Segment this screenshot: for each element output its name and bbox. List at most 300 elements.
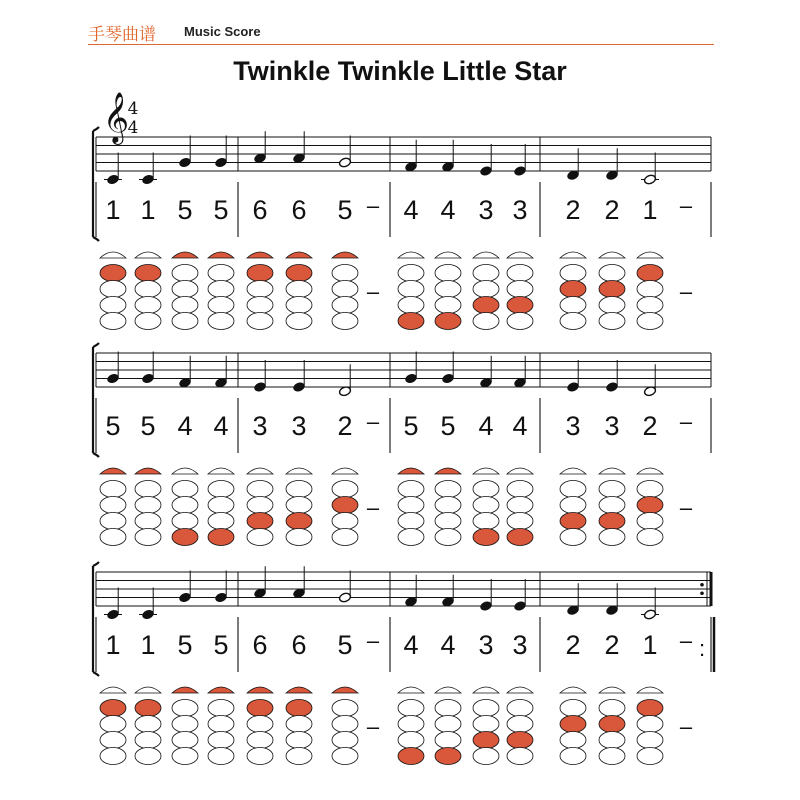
fingering-half-hole — [435, 252, 461, 258]
fingering-hole — [398, 497, 424, 514]
fingering-chart — [398, 687, 424, 765]
fingering-hole — [286, 281, 312, 298]
fingering-hole — [135, 716, 161, 733]
number-note: 3 — [291, 411, 307, 441]
fingering-hole — [100, 297, 126, 314]
fingering-half-hole — [286, 252, 312, 258]
fingering-half-hole — [208, 252, 234, 258]
fingering-hole — [637, 748, 663, 765]
fingering-hole — [473, 748, 499, 765]
fingering-chart — [473, 687, 499, 765]
fingering-half-hole — [332, 252, 358, 258]
fingering-hole — [172, 700, 198, 717]
fingering-hole — [560, 748, 586, 765]
note-head — [292, 381, 305, 392]
fingering-hole — [507, 513, 533, 530]
fingering-half-hole — [507, 687, 533, 693]
fingering-chart — [398, 468, 424, 546]
fingering-chart — [332, 468, 358, 546]
fingering-hole — [507, 700, 533, 717]
number-note: 1 — [140, 195, 156, 225]
fingering-hole — [560, 513, 586, 530]
fingering-hole — [473, 281, 499, 298]
number-note: 4 — [177, 411, 193, 441]
fingering-half-hole — [208, 468, 234, 474]
fingering-half-hole — [507, 468, 533, 474]
fingering-hole — [100, 313, 126, 330]
fingering-hole — [135, 265, 161, 282]
fingering-chart — [560, 468, 586, 546]
fingering-half-hole — [247, 252, 273, 258]
fingering-half-hole — [247, 468, 273, 474]
sustain-dash: – — [366, 628, 380, 653]
fingering-chart — [208, 468, 234, 546]
fingering-hole — [247, 700, 273, 717]
fingering-hole — [560, 481, 586, 498]
fingering-hole — [435, 497, 461, 514]
fingering-half-hole — [332, 468, 358, 474]
fingering-chart — [332, 252, 358, 330]
number-note: 1 — [105, 630, 121, 660]
fingering-hole — [398, 481, 424, 498]
fingering-half-hole — [135, 468, 161, 474]
fingering-hole — [286, 700, 312, 717]
fingering-chart — [435, 687, 461, 765]
fingering-hole — [398, 529, 424, 546]
fingering-hole — [208, 481, 234, 498]
note-head — [338, 592, 351, 603]
fingering-chart — [286, 687, 312, 765]
number-note: 4 — [440, 195, 456, 225]
fingering-half-hole — [398, 252, 424, 258]
fingering-hole — [473, 297, 499, 314]
fingering-half-hole — [100, 252, 126, 258]
number-note: 5 — [403, 411, 419, 441]
fingering-hole — [599, 313, 625, 330]
fingering-chart — [247, 468, 273, 546]
score-system-2 — [93, 343, 711, 546]
number-note: 5 — [177, 630, 193, 660]
fingering-hole — [100, 529, 126, 546]
fingering-hole — [100, 732, 126, 749]
fingering-hole — [286, 716, 312, 733]
fingering-hole — [473, 265, 499, 282]
fingering-hole — [599, 716, 625, 733]
fingering-chart — [208, 687, 234, 765]
fingering-hole — [172, 497, 198, 514]
fingering-hole — [332, 497, 358, 514]
sustain-dash: – — [679, 628, 693, 653]
fingering-hole — [473, 313, 499, 330]
note-head — [643, 174, 656, 185]
fingering-hole — [100, 716, 126, 733]
fingering-hole — [637, 700, 663, 717]
note-head — [106, 373, 119, 384]
fingering-chart — [247, 252, 273, 330]
note-head — [513, 600, 526, 611]
fingering-hole — [286, 748, 312, 765]
repeat-dot — [700, 591, 704, 595]
fingering-hole — [560, 297, 586, 314]
number-note: 5 — [105, 411, 121, 441]
fingering-hole — [135, 297, 161, 314]
fingering-half-hole — [286, 687, 312, 693]
fingering-chart — [172, 468, 198, 546]
fingering-hole — [473, 700, 499, 717]
fingering-dash: – — [366, 279, 380, 304]
note-head — [106, 174, 119, 185]
fingering-hole — [172, 529, 198, 546]
number-note: 4 — [478, 411, 494, 441]
note-head — [479, 165, 492, 176]
fingering-dash: – — [679, 495, 693, 520]
fingering-hole — [135, 513, 161, 530]
header-chinese-title: 手琴曲谱 — [88, 25, 156, 45]
fingering-hole — [332, 716, 358, 733]
treble-clef-icon: 𝄞 — [103, 92, 130, 143]
number-note: 6 — [252, 195, 268, 225]
fingering-hole — [507, 497, 533, 514]
fingering-hole — [286, 513, 312, 530]
fingering-hole — [332, 297, 358, 314]
fingering-hole — [507, 313, 533, 330]
fingering-hole — [435, 700, 461, 717]
number-note: 3 — [478, 630, 494, 660]
fingering-hole — [398, 732, 424, 749]
fingering-half-hole — [507, 252, 533, 258]
note-head — [513, 165, 526, 176]
header-english-title: Music Score — [184, 24, 261, 39]
number-note: 6 — [252, 630, 268, 660]
number-note: 4 — [440, 630, 456, 660]
fingering-hole — [599, 732, 625, 749]
number-note: 5 — [337, 630, 353, 660]
sustain-dash: – — [679, 193, 693, 218]
fingering-chart — [247, 687, 273, 765]
fingering-hole — [172, 265, 198, 282]
fingering-hole — [286, 265, 312, 282]
fingering-chart — [473, 468, 499, 546]
fingering-hole — [208, 748, 234, 765]
number-note: 4 — [512, 411, 528, 441]
fingering-hole — [332, 732, 358, 749]
fingering-half-hole — [100, 468, 126, 474]
fingering-hole — [332, 313, 358, 330]
fingering-chart — [637, 252, 663, 330]
fingering-hole — [172, 748, 198, 765]
fingering-half-hole — [332, 687, 358, 693]
fingering-hole — [599, 700, 625, 717]
fingering-hole — [637, 265, 663, 282]
fingering-hole — [435, 748, 461, 765]
score-system-3 — [93, 562, 714, 765]
number-note: 3 — [565, 411, 581, 441]
fingering-hole — [208, 313, 234, 330]
fingering-chart — [599, 687, 625, 765]
fingering-hole — [100, 700, 126, 717]
fingering-hole — [247, 748, 273, 765]
fingering-hole — [599, 481, 625, 498]
fingering-hole — [208, 513, 234, 530]
fingering-hole — [135, 497, 161, 514]
number-note: 4 — [403, 630, 419, 660]
fingering-hole — [599, 497, 625, 514]
fingering-hole — [473, 481, 499, 498]
fingering-hole — [332, 281, 358, 298]
note-head — [141, 373, 154, 384]
sustain-dash: – — [366, 409, 380, 434]
number-note: 5 — [140, 411, 156, 441]
fingering-hole — [435, 513, 461, 530]
number-note: 2 — [565, 195, 581, 225]
number-note: 6 — [291, 630, 307, 660]
fingering-chart — [637, 687, 663, 765]
note-head — [141, 174, 154, 185]
number-note: 1 — [642, 630, 658, 660]
fingering-hole — [172, 313, 198, 330]
fingering-hole — [135, 748, 161, 765]
note-head — [178, 592, 191, 603]
fingering-hole — [172, 732, 198, 749]
number-note: 2 — [604, 195, 620, 225]
fingering-half-hole — [135, 687, 161, 693]
fingering-half-hole — [473, 252, 499, 258]
fingering-half-hole — [560, 687, 586, 693]
number-note: 2 — [337, 411, 353, 441]
fingering-hole — [560, 497, 586, 514]
fingering-hole — [208, 716, 234, 733]
fingering-hole — [560, 529, 586, 546]
fingering-chart — [599, 468, 625, 546]
number-note: 2 — [604, 630, 620, 660]
time-signature-top: 4 — [127, 99, 139, 119]
fingering-half-hole — [473, 687, 499, 693]
fingering-half-hole — [560, 468, 586, 474]
fingering-hole — [398, 265, 424, 282]
number-note: 2 — [565, 630, 581, 660]
fingering-hole — [247, 481, 273, 498]
fingering-hole — [507, 281, 533, 298]
fingering-chart — [332, 687, 358, 765]
note-head — [479, 600, 492, 611]
fingering-half-hole — [599, 252, 625, 258]
fingering-chart — [507, 252, 533, 330]
fingering-hole — [247, 497, 273, 514]
fingering-chart — [100, 252, 126, 330]
number-note: 4 — [403, 195, 419, 225]
fingering-hole — [286, 732, 312, 749]
fingering-half-hole — [398, 687, 424, 693]
fingering-half-hole — [637, 687, 663, 693]
fingering-hole — [100, 748, 126, 765]
fingering-chart — [435, 468, 461, 546]
fingering-hole — [507, 481, 533, 498]
fingering-hole — [473, 497, 499, 514]
fingering-hole — [435, 313, 461, 330]
fingering-hole — [473, 513, 499, 530]
fingering-hole — [398, 748, 424, 765]
fingering-hole — [637, 513, 663, 530]
fingering-hole — [599, 281, 625, 298]
sustain-dash: – — [679, 409, 693, 434]
fingering-hole — [172, 716, 198, 733]
number-note: 3 — [512, 630, 528, 660]
fingering-hole — [435, 529, 461, 546]
fingering-hole — [560, 265, 586, 282]
fingering-hole — [208, 700, 234, 717]
number-note: 2 — [642, 411, 658, 441]
fingering-hole — [637, 297, 663, 314]
fingering-hole — [286, 529, 312, 546]
fingering-chart — [560, 252, 586, 330]
fingering-hole — [599, 748, 625, 765]
fingering-hole — [286, 313, 312, 330]
score-system-1 — [93, 127, 711, 330]
number-note: 5 — [213, 195, 229, 225]
fingering-chart — [135, 687, 161, 765]
fingering-half-hole — [135, 252, 161, 258]
fingering-hole — [435, 716, 461, 733]
fingering-hole — [637, 497, 663, 514]
fingering-half-hole — [247, 687, 273, 693]
fingering-hole — [172, 481, 198, 498]
note-head — [253, 381, 266, 392]
fingering-hole — [398, 700, 424, 717]
sustain-dash: – — [366, 193, 380, 218]
time-signature-bottom: 4 — [127, 118, 139, 138]
fingering-half-hole — [435, 468, 461, 474]
note-head — [214, 157, 227, 168]
fingering-hole — [135, 700, 161, 717]
fingering-hole — [208, 529, 234, 546]
fingering-chart — [507, 687, 533, 765]
fingering-hole — [172, 281, 198, 298]
fingering-hole — [247, 529, 273, 546]
fingering-hole — [637, 529, 663, 546]
fingering-hole — [208, 497, 234, 514]
fingering-half-hole — [599, 687, 625, 693]
fingering-half-hole — [172, 468, 198, 474]
fingering-hole — [473, 732, 499, 749]
fingering-hole — [637, 716, 663, 733]
fingering-hole — [286, 481, 312, 498]
number-note: 1 — [642, 195, 658, 225]
note-head — [178, 157, 191, 168]
fingering-hole — [332, 748, 358, 765]
fingering-hole — [208, 297, 234, 314]
fingering-hole — [100, 281, 126, 298]
note-head — [141, 609, 154, 620]
fingering-half-hole — [286, 468, 312, 474]
fingering-hole — [135, 732, 161, 749]
number-note: 5 — [177, 195, 193, 225]
fingering-hole — [208, 265, 234, 282]
fingering-hole — [435, 481, 461, 498]
fingering-half-hole — [208, 687, 234, 693]
fingering-hole — [435, 265, 461, 282]
fingering-hole — [135, 313, 161, 330]
fingering-hole — [247, 265, 273, 282]
number-note: 1 — [105, 195, 121, 225]
fingering-hole — [398, 297, 424, 314]
fingering-hole — [332, 481, 358, 498]
fingering-hole — [100, 265, 126, 282]
fingering-hole — [560, 281, 586, 298]
fingering-dash: – — [679, 714, 693, 739]
fingering-hole — [247, 313, 273, 330]
fingering-hole — [507, 265, 533, 282]
song-title: Twinkle Twinkle Little Star — [233, 56, 567, 86]
fingering-chart — [473, 252, 499, 330]
number-note: 1 — [140, 630, 156, 660]
fingering-chart — [172, 252, 198, 330]
fingering-hole — [332, 700, 358, 717]
fingering-hole — [560, 700, 586, 717]
fingering-hole — [398, 716, 424, 733]
fingering-hole — [332, 265, 358, 282]
fingering-hole — [286, 497, 312, 514]
fingering-chart — [637, 468, 663, 546]
fingering-half-hole — [599, 468, 625, 474]
fingering-hole — [599, 529, 625, 546]
fingering-dash: – — [679, 279, 693, 304]
fingering-hole — [599, 513, 625, 530]
fingering-hole — [247, 297, 273, 314]
fingering-hole — [100, 513, 126, 530]
fingering-hole — [172, 513, 198, 530]
fingering-hole — [135, 481, 161, 498]
number-note: 5 — [337, 195, 353, 225]
fingering-half-hole — [473, 468, 499, 474]
fingering-hole — [135, 529, 161, 546]
fingering-chart — [398, 252, 424, 330]
fingering-hole — [599, 297, 625, 314]
fingering-hole — [247, 732, 273, 749]
fingering-chart — [286, 252, 312, 330]
fingering-half-hole — [100, 687, 126, 693]
number-note: 3 — [252, 411, 268, 441]
fingering-hole — [473, 529, 499, 546]
fingering-hole — [435, 732, 461, 749]
fingering-half-hole — [172, 687, 198, 693]
fingering-hole — [599, 265, 625, 282]
fingering-dash: – — [366, 714, 380, 739]
note-head — [441, 373, 454, 384]
fingering-hole — [208, 732, 234, 749]
fingering-hole — [247, 513, 273, 530]
repeat-sign-text: : — [699, 636, 706, 661]
fingering-hole — [637, 281, 663, 298]
fingering-chart — [599, 252, 625, 330]
fingering-chart — [435, 252, 461, 330]
number-note: 3 — [478, 195, 494, 225]
number-note: 5 — [213, 630, 229, 660]
fingering-half-hole — [398, 468, 424, 474]
fingering-dash: – — [366, 495, 380, 520]
fingering-hole — [398, 281, 424, 298]
note-head — [214, 592, 227, 603]
fingering-hole — [473, 716, 499, 733]
fingering-hole — [286, 297, 312, 314]
fingering-hole — [507, 748, 533, 765]
fingering-hole — [208, 281, 234, 298]
number-note: 4 — [213, 411, 229, 441]
fingering-hole — [247, 281, 273, 298]
note-head — [404, 373, 417, 384]
number-note: 6 — [291, 195, 307, 225]
number-note: 3 — [604, 411, 620, 441]
fingering-hole — [637, 732, 663, 749]
